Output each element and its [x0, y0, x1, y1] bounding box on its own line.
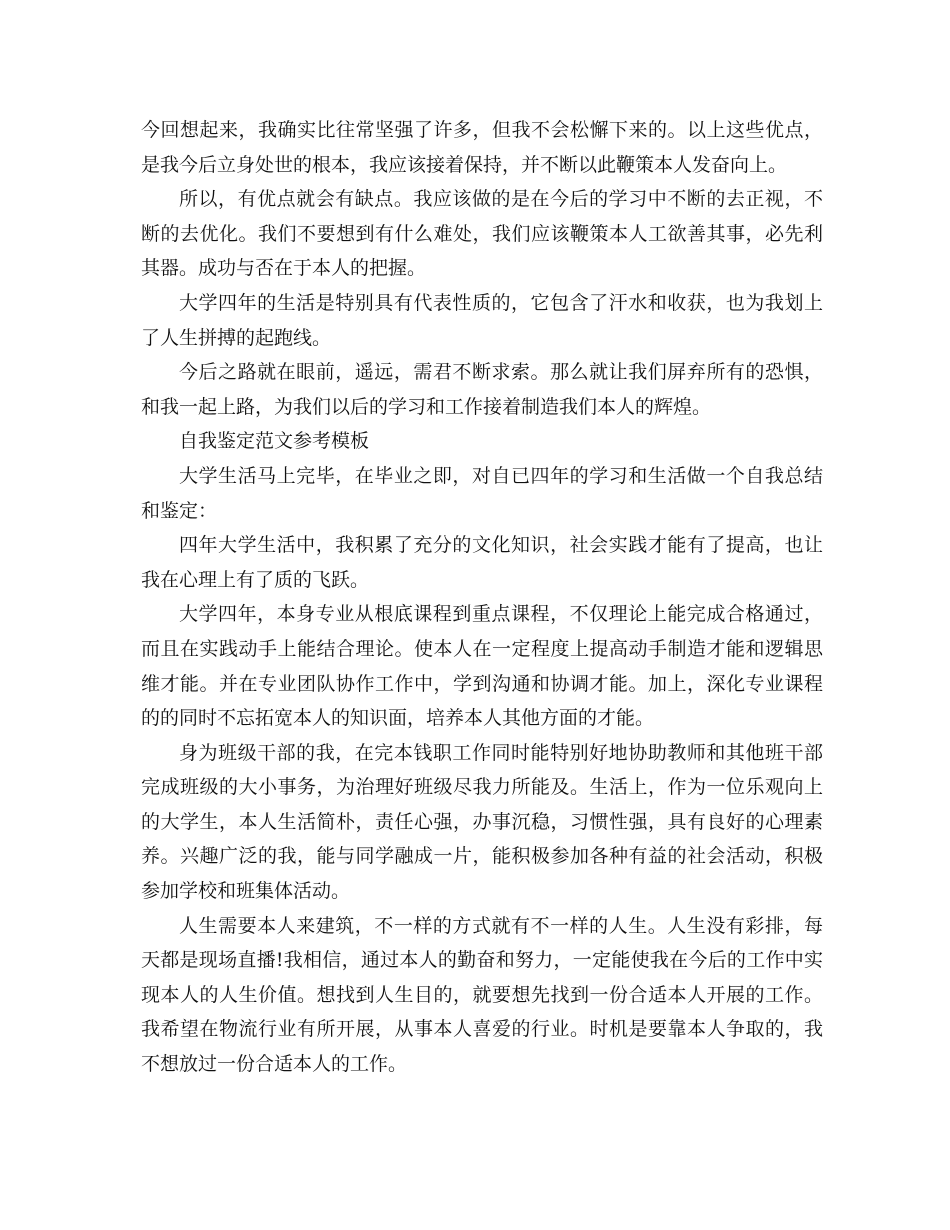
paragraph-life-goals: 人生需要本人来建筑，不一样的方式就有不一样的人生。人生没有彩排，每天都是现场直播!我相信，通过本人的勤奋和努力，一定能使我在今后的工作中实现本人的人生价值。想找到人生目的，就要想先找到一份合适本人开展的工作。我希望在物流行业有所开展，从事本人喜爱的行业。时机是要靠本人争取的，我不想放过一份合适本人的工作。 [141, 914, 823, 1076]
paragraph-four-years: 大学四年的生活是特别具有代表性质的，它包含了汗水和收获，也为我划上了人生拼搏的起跑线。 [141, 291, 823, 349]
paragraph-future-road: 今后之路就在眼前，遥远，需君不断求索。那么就让我们屏弃所有的恐惧，和我一起上路，为我们以后的学习和工作接着制造我们本人的辉煌。 [141, 361, 823, 418]
section-heading: 自我鉴定范文参考模板 [179, 430, 370, 453]
paragraph-continuation: 今回想起来，我确实比往常坚强了许多，但我不会松懈下来的。以上这些优点，是我今后立身处世的根本，我应该接着保持，并不断以此鞭策本人发奋向上。 [141, 119, 823, 176]
document-body [141, 113, 823, 1082]
paragraph-shortcomings: 所以，有优点就会有缺点。我应该做的是在今后的学习中不断的去正视，不断的去优化。我们不要想到有什么难处，我们应该鞭策本人工欲善其事，必先利其器。成功与否在于本人的把握。 [141, 188, 823, 280]
paragraph-knowledge: 四年大学生活中，我积累了充分的文化知识，社会实践才能有了提高，也让我在心理上有了质的飞跃。 [141, 534, 823, 591]
paragraph-major-courses: 大学四年，本身专业从根底课程到重点课程，不仅理论上能完成合格通过，而且在实践动手上能结合理论。使本人在一定程度上提高动手制造才能和逻辑思维才能。并在专业团队协作工作中，学到沟通和协调才能。加上，深化专业课程的的同时不忘拓宽本人的知识面，培养本人其他方面的才能。 [141, 603, 823, 730]
paragraph-class-cadre: 身为班级干部的我，在完本钱职工作同时能特别好地协助教师和其他班干部完成班级的大小事务，为治理好班级尽我力所能及。生活上，作为一位乐观向上的大学生，本人生活简朴，责任心强，办事沉稳，习惯性强，具有良好的心理素养。兴趣广泛的我，能与同学融成一片，能积极参加各种有益的社会活动，积极参加学校和班集体活动。 [141, 741, 823, 903]
paragraph-intro: 大学生活马上完毕，在毕业之即，对自已四年的学习和生活做一个自我总结和鉴定： [141, 464, 823, 522]
